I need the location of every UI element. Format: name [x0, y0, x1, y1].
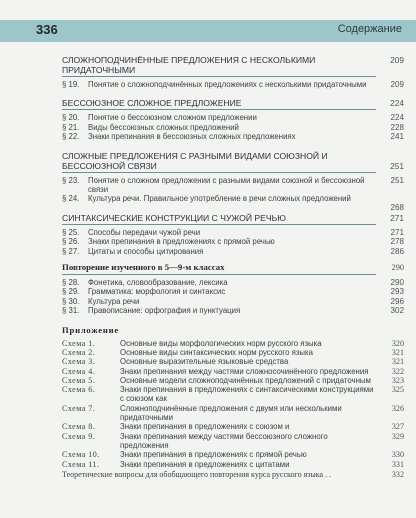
scheme-text: Основные виды синтаксических норм русского языка [120, 347, 313, 357]
section-heading-text: СЛОЖНЫЕ ПРЕДЛОЖЕНИЯ С РАЗНЫМИ ВИДАМИ СОЮЗНОЙ И БЕССОЮЗНОЙ СВЯЗИ [62, 150, 328, 171]
review-heading [62, 256, 404, 273]
entry-text: Способы передачи чужой речи [88, 227, 201, 237]
scheme-text: Сложноподчинённые предложения с двумя или несколькими придаточными [120, 403, 342, 423]
entry-text: Культура речи [88, 296, 140, 306]
scheme-text: Знаки препинания в предложениях с союзом и [120, 422, 290, 432]
section-divider [62, 224, 376, 225]
entry-number: § 29. [62, 287, 80, 297]
appendix-title: Приложение [62, 324, 119, 335]
section-heading-text: БЕССОЮЗНОЕ СЛОЖНОЕ ПРЕДЛОЖЕНИЕ [62, 98, 242, 109]
scheme-entry [62, 348, 404, 357]
toc-entry [62, 287, 404, 296]
section-divider [62, 76, 376, 77]
entry-number: § 30. [62, 296, 80, 306]
toc-entry [62, 297, 404, 306]
closing-page: 332 [391, 469, 404, 479]
entry-number: § 21. [62, 122, 80, 132]
scheme-entry [62, 385, 404, 404]
entry-text: Понятие о бессоюзном сложном предложении [88, 113, 257, 123]
scheme-text: Знаки препинания между частями сложносочинённого предложения [120, 366, 369, 376]
toc-entry [62, 132, 404, 141]
entry-number: § 31. [62, 306, 80, 316]
toc-entry [62, 237, 404, 246]
entry-page: 268 [390, 203, 404, 213]
scheme-number: Схема 2. [62, 347, 96, 357]
review-page: 290 [391, 263, 404, 273]
entry-page: 290 [390, 278, 404, 288]
entry-page: 241 [390, 132, 404, 142]
section-heading-text: СЛОЖНОПОДЧИНЁННЫЕ ПРЕДЛОЖЕНИЯ С НЕСКОЛЬКИМИ ПРИДАТОЧНЫМИ [62, 55, 316, 75]
entry-number: § 28. [62, 278, 80, 288]
scheme-number: Схема 3. [62, 357, 96, 367]
running-title: Содержание [337, 23, 402, 35]
scheme-entry [62, 450, 404, 459]
toc-entry [62, 228, 404, 237]
entry-text: Виды бессоюзных сложных предложений [88, 122, 239, 132]
section-heading [62, 89, 404, 108]
scheme-page: 325 [391, 385, 404, 395]
entry-page: 251 [390, 175, 404, 185]
scheme-text: Основные модели сложноподчинённых предложений с придаточным [120, 375, 371, 385]
scheme-entry [62, 376, 404, 385]
section-divider [62, 109, 376, 110]
scheme-number: Схема 1. [62, 338, 96, 348]
section-page: 224 [390, 98, 404, 109]
scheme-page: 330 [391, 450, 404, 460]
entry-number: § 24. [62, 194, 80, 204]
scheme-text: Основные выразительные языковые средства [120, 357, 289, 367]
scheme-entry [62, 339, 404, 348]
entry-page: 209 [390, 80, 404, 89]
scheme-text: Знаки препинания между частями бессоюзного сложного предложения [120, 431, 328, 450]
toc-entry [62, 123, 404, 132]
scheme-number: Схема 10. [62, 450, 100, 460]
closing-text: Теоретические вопросы для обобщающего повторения курса русского языка . . [62, 469, 332, 479]
entry-text: Цитаты и способы цитирования [88, 246, 204, 256]
section-page: 251 [390, 160, 404, 171]
scheme-number: Схема 5. [62, 375, 96, 385]
page-number: 336 [36, 22, 58, 37]
scheme-page: 327 [391, 422, 404, 432]
scheme-entry [62, 460, 404, 469]
scheme-entry [62, 422, 404, 431]
entry-page: 278 [390, 237, 404, 247]
page-header [0, 0, 416, 46]
toc-entry [62, 306, 404, 315]
toc-entry [62, 113, 404, 122]
scheme-text: Знаки препинания в предложениях с цитатами [120, 459, 290, 469]
entry-number: § 26. [62, 237, 80, 247]
entry-page: 302 [390, 306, 404, 316]
entry-number: § 23. [62, 175, 80, 185]
scheme-text: Знаки препинания в предложениях с синтаксическими конструкциями с союзом как [120, 385, 374, 404]
entry-page: 296 [390, 296, 404, 306]
toc-entry [62, 176, 404, 195]
entry-page: 228 [390, 122, 404, 132]
scheme-page: 321 [391, 347, 404, 357]
scheme-number: Схема 4. [62, 366, 96, 376]
toc-entry [62, 194, 404, 213]
scheme-entry [62, 367, 404, 376]
section-divider [62, 274, 376, 275]
entry-number: § 22. [62, 132, 80, 142]
entry-number: § 25. [62, 227, 80, 237]
scheme-page: 322 [391, 366, 404, 376]
entry-number: § 27. [62, 246, 80, 256]
review-heading-text: Повторение изученного в 5—9-м классах [62, 262, 225, 273]
section-page: 209 [390, 55, 404, 65]
scheme-page: 326 [391, 403, 404, 413]
closing-entry [62, 469, 404, 480]
section-page: 271 [390, 212, 404, 223]
scheme-number: Схема 8. [62, 422, 96, 432]
scheme-entry [62, 404, 404, 423]
entry-text: Знаки препинания в предложениях с прямой речью [88, 237, 275, 247]
entry-text: Фонетика, словообразование, лексика [88, 278, 228, 288]
entry-text: Понятие о сложноподчинённых предложениях с несколькими придаточными [88, 80, 367, 89]
scheme-page: 320 [391, 338, 404, 348]
scheme-number: Схема 6. [62, 385, 96, 395]
section-heading [62, 142, 404, 171]
toc-entry [62, 278, 404, 287]
scheme-page: 331 [391, 459, 404, 469]
entry-page: 271 [390, 227, 404, 237]
toc-entry [62, 80, 404, 89]
scheme-page: 329 [391, 431, 404, 441]
entry-text: Правописание: орфография и пунктуация [88, 306, 241, 316]
scheme-number: Схема 7. [62, 403, 96, 413]
scheme-text: Основные виды морфологических норм русского языка [120, 338, 322, 348]
section-heading-text: СИНТАКСИЧЕСКИЕ КОНСТРУКЦИИ С ЧУЖОЙ РЕЧЬЮ [62, 212, 286, 223]
entry-page: 286 [390, 246, 404, 256]
scheme-page: 321 [391, 357, 404, 367]
scheme-page: 323 [391, 375, 404, 385]
section-heading [62, 204, 404, 223]
scheme-number: Схема 11. [62, 459, 100, 469]
toc-entry [62, 247, 404, 256]
section-divider [62, 172, 376, 173]
section-heading [62, 50, 404, 75]
entry-page: 293 [390, 287, 404, 297]
entry-text: Культура речи. Правильное употребление в речи сложных предложений [88, 194, 351, 204]
scheme-number: Схема 9. [62, 431, 96, 441]
entry-number: § 19. [62, 80, 80, 89]
scheme-entry [62, 432, 404, 451]
entry-text: Знаки препинания в бессоюзных сложных предложениях [88, 132, 296, 142]
entry-page: 224 [390, 113, 404, 123]
table-of-contents [62, 50, 404, 480]
scheme-entry [62, 357, 404, 366]
entry-number: § 20. [62, 113, 80, 123]
entry-text: Грамматика: морфология и синтаксис [88, 287, 226, 297]
entry-text: Понятие о сложном предложении с разными видами союзной и бессоюзной связи [88, 175, 365, 195]
scheme-text: Знаки препинания в предложениях с прямой речью [120, 450, 307, 460]
